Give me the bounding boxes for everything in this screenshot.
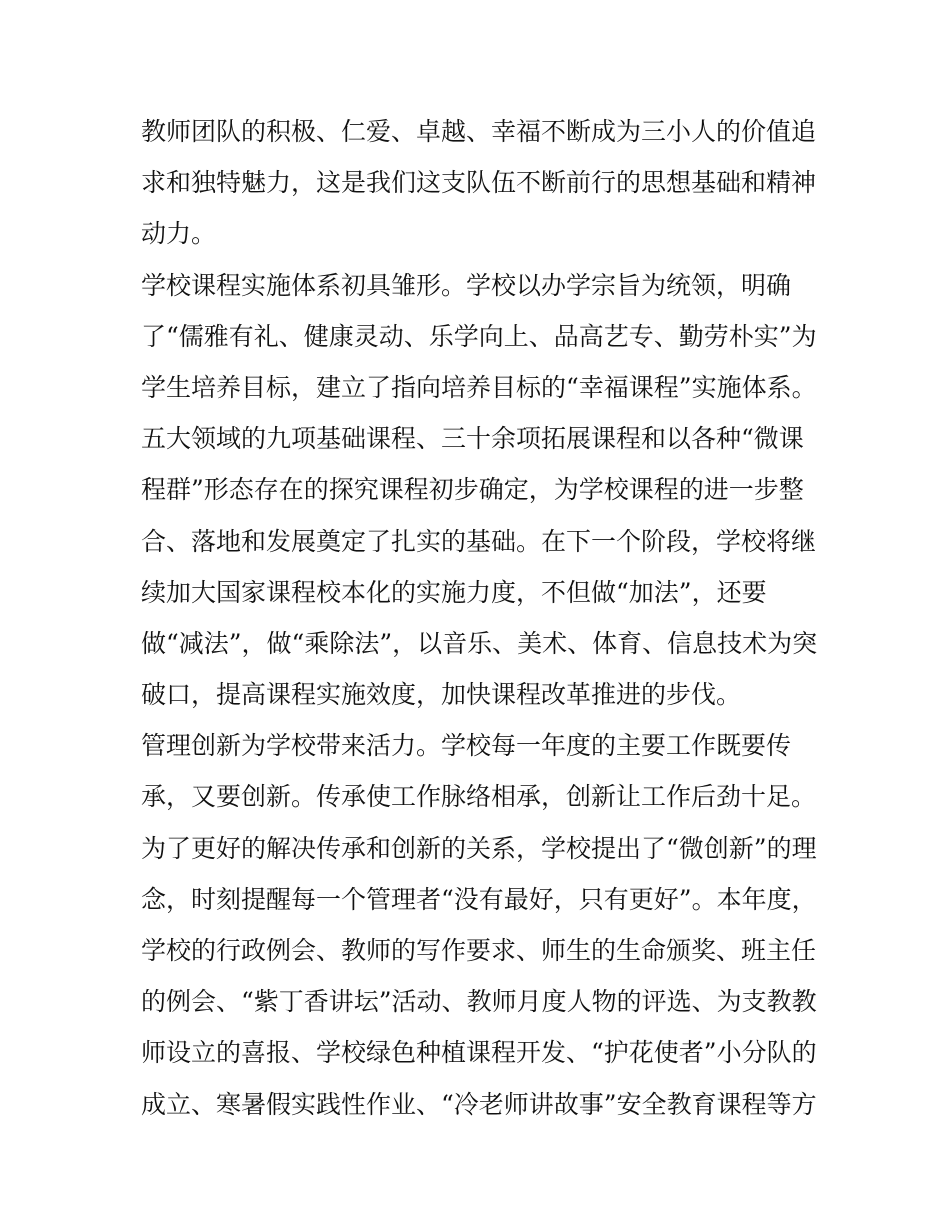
text-line: 管理创新为学校带来活力。学校每一年度的主要工作既要传 <box>141 731 792 761</box>
text-line: 念，时刻提醒每一个管理者“没有最好，只有更好”。本年度， <box>141 884 817 914</box>
text-line: 程群”形态存在的探究课程初步确定，为学校课程的进一步整 <box>141 475 804 505</box>
text-line: 了“儒雅有礼、健康灵动、乐学向上、品高艺专、勤劳朴实”为 <box>141 321 817 351</box>
text-line: 成立、寒暑假实践性作业、“冷老师讲故事”安全教育课程等方 <box>141 1089 817 1119</box>
text-line: 续加大国家课程校本化的实施力度，不但做“加法”，还要 <box>141 577 767 607</box>
text-line: 承，又要创新。传承使工作脉络相承，创新让工作后劲十足。 <box>141 782 817 812</box>
text-line: 五大领域的九项基础课程、三十余项拓展课程和以各种“微课 <box>141 424 804 454</box>
text-line: 为了更好的解决传承和创新的关系，学校提出了“微创新”的理 <box>141 833 817 863</box>
text-line: 学生培养目标，建立了指向培养目标的“幸福课程”实施体系。 <box>141 372 817 402</box>
text-line: 学校课程实施体系初具雏形。学校以办学宗旨为统领，明确 <box>141 270 792 300</box>
text-line: 动力。 <box>141 219 217 249</box>
text-line: 师设立的喜报、学校绿色种植课程开发、“护花使者”小分队的 <box>141 1038 817 1068</box>
body-text <box>141 106 821 1130</box>
text-line: 教师团队的积极、仁爱、卓越、幸福不断成为三小人的价值追 <box>141 117 817 146</box>
text-line: 合、落地和发展奠定了扎实的基础。在下一个阶段，学校将继 <box>141 526 817 556</box>
text-line: 的例会、“紫丁香讲坛”活动、教师月度人物的评选、为支教教 <box>141 987 817 1017</box>
text-line: 破口，提高课程实施效度，加快课程改革推进的步伐。 <box>141 680 742 710</box>
text-line: 学校的行政例会、教师的写作要求、师生的生命颁奖、班主任 <box>141 936 817 965</box>
text-line: 求和独特魅力，这是我们这支队伍不断前行的思想基础和精神 <box>141 168 817 198</box>
text-line: 做“减法”，做“乘除法”，以音乐、美术、体育、信息技术为突 <box>141 628 818 658</box>
